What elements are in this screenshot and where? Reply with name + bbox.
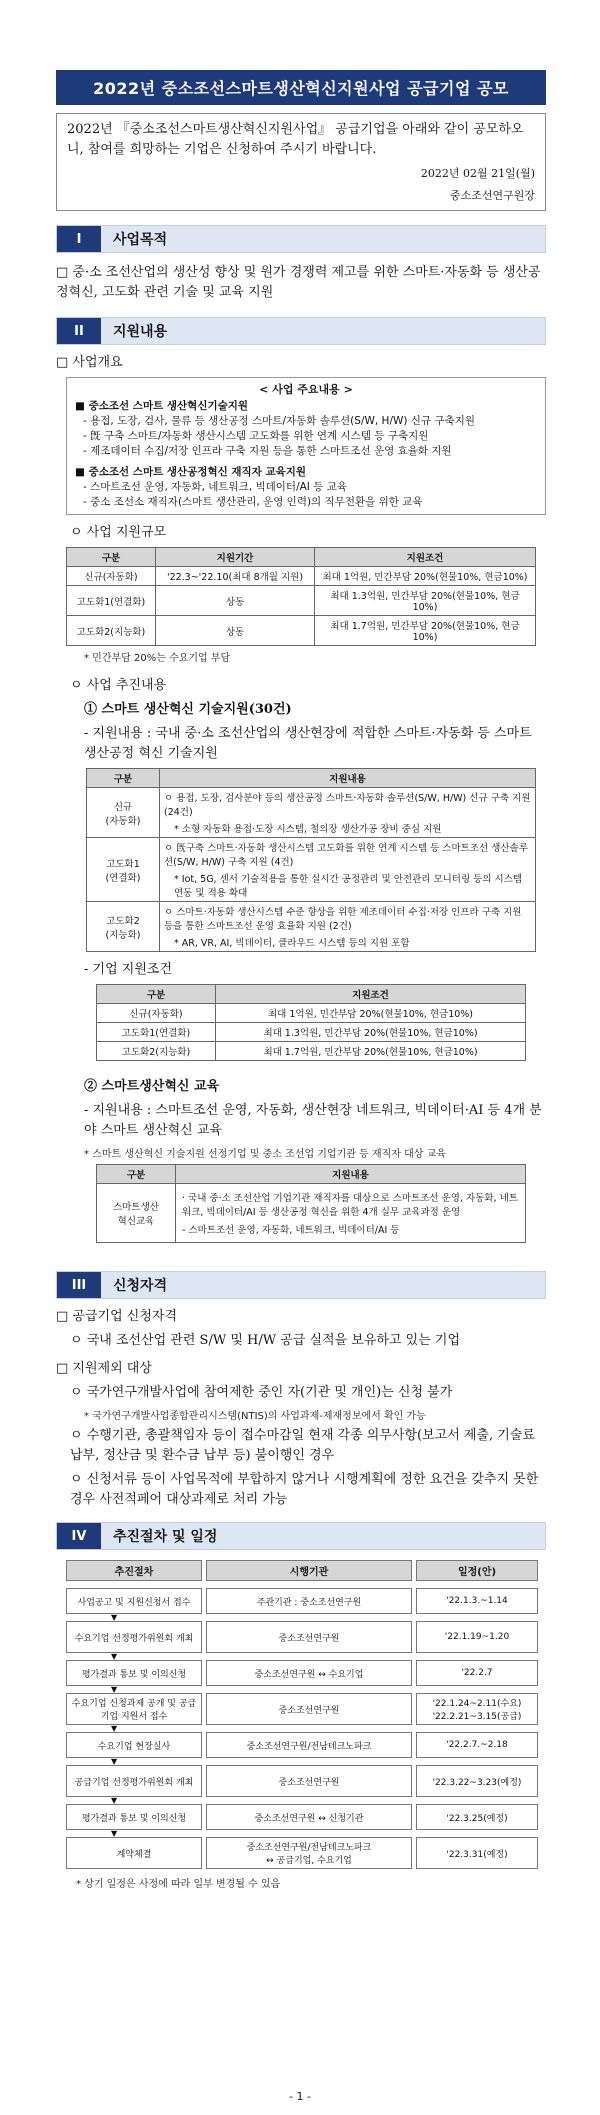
table-cell: '22.3.22~3.23(예정) [416, 1765, 538, 1797]
section-1-header [56, 225, 546, 253]
t1-table [86, 768, 536, 952]
table-cell: '22.1.19~1.20 [416, 1621, 538, 1653]
section-3-label: 신청자격 [113, 1278, 168, 1294]
t1-content: - 지원내용 : 국내 중·소 조선산업의 생산현장에 적합한 스마트·자동화 등 스마트 생산공정 혁신 기술지원 [84, 726, 532, 761]
table-cell: 상동 [156, 616, 315, 646]
table-cell: 중소조선연구원 [206, 1621, 412, 1653]
table-cell: ㅇ 스마트·자동화 생산시스템 수준 향상을 위한 제조데이터 수집·저장 인프라 구축 지원 등을 통한 스마트조선 운영 효율화 지원 (2건) [164, 907, 522, 932]
t2-content: - 지원내용 : 스마트조선 운영, 자동화, 생산현장 네트워크, 빅데이터·AI 등 4개 분야 스마트 생산혁신 교육 [84, 1103, 542, 1138]
table-header: 지원내용 [160, 769, 536, 788]
table-cell: 고도화2(지능화) [97, 1042, 216, 1061]
table-row [67, 567, 536, 586]
table-header: 일정(안) [416, 1560, 538, 1581]
table-header: 지원조건 [315, 548, 536, 567]
scale-heading: ㅇ 사업 지원규모 [70, 525, 167, 540]
down-arrow-icon: ▼ [111, 1652, 118, 1661]
table-cell: 사업공고 및 지원신청서 접수 [66, 1588, 202, 1614]
table-cell: 중소조선연구원 [206, 1693, 412, 1725]
table-cell: ㅇ 旣구축 스마트·자동화 생산시스템 고도화를 위한 연계 시스템 등 스마트조선 생산솔루션(S/W, H/W) 구축 지원 (4건) [164, 843, 528, 868]
section-3-header [56, 1271, 546, 1299]
table-header: 지원기간 [156, 548, 315, 567]
table-row [66, 1660, 538, 1686]
s3-h1: □ 공급기업 신청자격 [56, 1309, 178, 1324]
section-2-header [56, 317, 546, 345]
table-row [66, 1804, 538, 1830]
scale-table [66, 547, 536, 646]
table-cell: 최대 1.3억원, 민간부담 20%(현물10%, 현금10%) [216, 1023, 526, 1042]
table-cell: '22.3~'22.10(최대 8개월 지원) [156, 567, 315, 586]
schedule-table [62, 1560, 542, 1869]
table-cell: 계약체결 [66, 1837, 202, 1869]
table-cell: '22.1.24~2.11(수요) '22.2.21~3.15(공급) [416, 1693, 538, 1725]
table-header: 구분 [97, 985, 216, 1004]
document-page [56, 70, 546, 1890]
t1-title: ① 스마트 생산혁신 기술지원(30건) [84, 702, 292, 717]
table-note: * AR, VR, AI, 빅데이터, 클라우드 시스템 등의 지원 포함 [174, 938, 410, 949]
section-1-num: I [57, 226, 101, 252]
table-row [87, 902, 536, 952]
table-cell: '22.1.3.~1.14 [416, 1588, 538, 1614]
table-row [67, 586, 536, 616]
table-row [66, 1732, 538, 1758]
table-row [66, 1621, 538, 1653]
s3-p3: ㅇ 수행기관, 총괄책임자 등이 접수마감일 현재 각종 의무사항(보고서 제출, 기술료 납부, 정산금 및 환수금 납부 등) 불이행인 경우 [70, 1428, 535, 1463]
table-cell: 최대 1억원, 민간부담 20%(현물10%, 현금10%) [216, 1004, 526, 1023]
table-cell: 스마트생산 혁신교육 [97, 1184, 176, 1243]
table-header: 시행기관 [206, 1560, 412, 1581]
push-heading: ㅇ 사업 추진내용 [70, 678, 167, 693]
table-cell: 평가결과 통보 및 이의신청 [66, 1804, 202, 1830]
table-cell: 수요기업 현장실사 [66, 1732, 202, 1758]
section-4-header [56, 1522, 546, 1550]
table-cell: 수요기업 선정평가위원회 개최 [66, 1621, 202, 1653]
box-line: - 旣 구축 스마트/자동화 생산시스템 고도화를 위한 연계 시스템 등 구축지원 [83, 430, 429, 442]
table-cell: '22.3.31(예정) [416, 1837, 538, 1869]
box-header: < 사업 주요내용 > [259, 383, 353, 396]
table-cell: 고도화1 (연결화) [87, 838, 160, 902]
table-cell: 신규(자동화) [67, 567, 156, 586]
table-note: * 소형 자동화 용접·도장 시스템, 철의장 생산가공 장비 중심 지원 [174, 824, 442, 835]
table-cell: 중소조선연구원 [206, 1765, 412, 1797]
table-cell: 공급기업 선정평가위원회 개최 [66, 1765, 202, 1797]
table-cell: 최대 1.7억원, 민간부담 20%(현물10%, 현금10%) [216, 1042, 526, 1061]
table-cell: 주관기관 : 중소조선연구원 [206, 1588, 412, 1614]
down-arrow-icon: ▼ [111, 1685, 118, 1694]
down-arrow-icon: ▼ [111, 1613, 118, 1622]
table-row [87, 838, 536, 902]
table-cell: 수요기업 신청과제 공개 및 공급기업 지원서 접수 [66, 1693, 202, 1725]
table-row [87, 788, 536, 838]
section-2-num: II [57, 318, 101, 344]
table-cell: 신규 (자동화) [87, 788, 160, 838]
table-cell: - 스마트조선 운영, 자동화, 네트워크, 빅데이터/AI 등 [182, 1225, 400, 1236]
intro-org: 중소조선연구원장 [449, 189, 535, 202]
table-row [97, 1004, 526, 1023]
table-cell: 중소조선연구원/전남테크노파크 ↔ 공급기업, 수요기업 [206, 1837, 412, 1869]
intro-text: 2022년 『중소조선스마트생산혁신지원사업』 공급기업을 아래와 같이 공모하오니, 참여를 희망하는 기업은 신청하여 주시기 바랍니다. [67, 122, 524, 157]
table-header: 지원조건 [216, 985, 526, 1004]
table-cell: 최대 1억원, 민간부담 20%(현물10%, 현금10%) [315, 567, 536, 586]
table-note: * Iot, 5G, 센서 기술적용을 통한 실시간 공정관리 및 안전관리 모니터링 등의 시스템 연동 및 적용 확대 [174, 874, 523, 899]
intro-box [56, 113, 546, 211]
t2-note: * 스마트 생산혁신 기술지원 선정기업 및 중소 조선업 기업기관 등 재직자 대상 교육 [84, 1149, 446, 1160]
table-cell: 최대 1.3억원, 민간부담 20%(현물10%, 현금10%) [315, 586, 536, 616]
box-line: - 용접, 도장, 검사, 물류 등 생산공정 스마트/자동화 솔루션(S/W, H/W) 신규 구축지원 [83, 415, 475, 427]
intro-date: 2022년 02월 21일(월) [420, 167, 535, 180]
table-cell: 고도화2 (지능화) [87, 902, 160, 952]
table-cell: 상동 [156, 586, 315, 616]
t1-cond-heading: - 기업 지원조건 [84, 962, 173, 977]
table-cell: 평가결과 통보 및 이의신청 [66, 1660, 202, 1686]
table-cell: 중소조선연구원 ↔ 신청기관 [206, 1804, 412, 1830]
box-sub2: ■ 중소조선 스마트 생산공정혁신 재직자 교육지원 [75, 466, 307, 478]
table-row [67, 616, 536, 646]
box-line: - 중소 조선소 재직자(스마트 생산관리, 운영 인력)의 직무전환을 위한 교육 [83, 496, 423, 508]
down-arrow-icon: ▼ [111, 1829, 118, 1838]
table-cell: 중소조선연구원/전남테크노파크 [206, 1732, 412, 1758]
s3-n2: * 국가연구개발사업종합관리시스템(NTIS)의 사업과제-제재정보에서 확인 가능 [84, 1411, 426, 1422]
table-header: 구분 [87, 769, 160, 788]
table-header: 구분 [67, 548, 156, 567]
table-row [97, 1042, 526, 1061]
section-3-num: III [57, 1272, 101, 1298]
down-arrow-icon: ▼ [111, 1757, 118, 1766]
table-cell: 최대 1.7억원, 민간부담 20%(현물10%, 현금10%) [315, 616, 536, 646]
t2-title: ② 스마트생산혁신 교육 [84, 1079, 220, 1094]
table-cell: '22.2.7.~2.18 [416, 1732, 538, 1758]
table-header: 구분 [97, 1165, 176, 1184]
table-row [66, 1588, 538, 1614]
table-row [66, 1837, 538, 1869]
section-1-text: □ 중·소 조선산업의 생산성 향상 및 원가 경쟁력 제고를 위한 스마트·자동화 등 생산공정혁신, 고도화 관련 기술 및 교육 지원 [56, 265, 541, 300]
page-number: - 1 - [289, 2090, 311, 2103]
table-cell: · 국내 중·소 조선산업 기업기관 재직자를 대상으로 스마트조선 운영, 자동화, 네트워크, 빅데이터/AI 등 생산공정 혁신을 위한 4개 실무 교육과정 운영 [182, 1193, 518, 1218]
box-sub1: ■ 중소조선 스마트 생산혁신기술지원 [75, 400, 249, 412]
table-row [66, 1693, 538, 1725]
table-cell: 중소조선연구원 ↔ 수요기업 [206, 1660, 412, 1686]
table-cell: ㅇ 용접, 도장, 검사분야 등의 생산공정 스마트·자동화 솔루션(S/W, H/W) 신규 구축 지원 (24건) [164, 793, 531, 818]
main-content-box [66, 377, 546, 515]
table-row [97, 1184, 526, 1243]
section-2-label: 지원내용 [113, 324, 168, 340]
table-cell: 고도화2(지능화) [67, 616, 156, 646]
box-line: - 스마트조선 운영, 자동화, 네트워크, 빅데이터/AI 등 교육 [83, 481, 347, 493]
overview-heading: □ 사업개요 [56, 355, 123, 370]
s3-p4: ㅇ 신청서류 등이 사업목적에 부합하지 않거나 시행계획에 정한 요건을 갖추지 못한 경우 사전적페어 대상과제로 처리 가능 [70, 1472, 539, 1507]
table-row [97, 1023, 526, 1042]
table-cell: '22.3.25(예정) [416, 1804, 538, 1830]
t1-cond-table [96, 984, 526, 1061]
page-title: 2022년 중소조선스마트생산혁신지원사업 공급기업 공모 [56, 70, 546, 105]
table-cell: 고도화1(연결화) [67, 586, 156, 616]
s3-p2: ㅇ 국가연구개발사업에 참여제한 중인 자(기관 및 개인)는 신청 불가 [70, 1385, 453, 1400]
scale-note: * 민간부담 20%는 수요기업 부담 [84, 653, 231, 664]
s3-p1: ㅇ 국내 조선산업 관련 S/W 및 H/W 공급 실적을 보유하고 있는 기업 [70, 1333, 461, 1348]
table-header: 지원내용 [176, 1165, 526, 1184]
table-cell: '22.2.7 [416, 1660, 538, 1686]
table-row [66, 1765, 538, 1797]
section-1-label: 사업목적 [113, 232, 168, 248]
section-4-label: 추진절차 및 일정 [113, 1529, 218, 1545]
table-cell: 고도화1(연결화) [97, 1023, 216, 1042]
table-header: 추진절차 [66, 1560, 202, 1581]
box-line: - 제조데이터 수집/저장 인프라 구축 지원 등을 통한 스마트조선 운영 효율화 지원 [83, 445, 452, 457]
t2-table [96, 1164, 526, 1243]
table-cell: 신규(자동화) [97, 1004, 216, 1023]
s3-h2: □ 지원제외 대상 [56, 1361, 152, 1376]
schedule-note: * 상기 일정은 사정에 따라 일부 변경될 수 있음 [76, 1879, 281, 1890]
down-arrow-icon: ▼ [111, 1724, 118, 1733]
section-4-num: IV [57, 1523, 101, 1549]
down-arrow-icon: ▼ [111, 1796, 118, 1805]
